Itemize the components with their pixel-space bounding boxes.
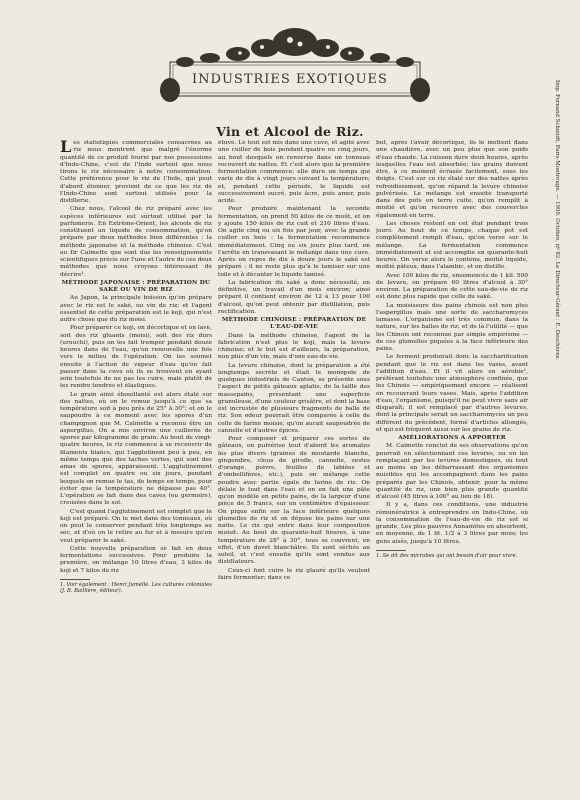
paragraph: Les choses restent en cet état pendant trois jours. Au bout de ce temps, chaque pot est complètement rempli d'eau, qu'on verse sur le mélange. La fermentation commence immédiatement et est accomplie en quarante-huit heures. On verse alors le contenu, moitié liquide, moitié pâteux, dans l'alambic, et on distille. <box>376 220 528 271</box>
floral-ornament-icon <box>150 12 440 112</box>
drop-cap: L <box>60 140 72 156</box>
paragraph: Pour préparer ce koji, on décortique et on lave, soit des riz gluants (moisi), soit des riz durs (uruuchi), puis on les fait tremper pendant douze heures dans de l'eau, qu'on renouvelle une fois vers le milieu de l'opération. On les soumet ensuite à l'action de vapeur d'eau qu'on fait passer dans la cuve où ils se trouvent en ayant soin toutefois de ne pas les cuire, mais plutôt de les rendre tendres et élastiques. <box>60 325 212 390</box>
footnote: 1. Voir également : Henri Jumelle. Les cultures coloniales (J. B. Baillière, éditeur). <box>60 581 212 594</box>
paragraph: C'est quand l'agglutinement est complet que le koji est préparé. On le met dans des tonneaux, où on peut le conserver pendant très longtemps au sec, et d'où on le retire au fur et à mesure qu'on veut préparer le saké. <box>60 508 212 544</box>
paragraph: Avec 100 kilos de riz, ensemencés de 1 kil. 500 de levure, on prépare 60 litres d'alcool à 30° environ. La préparation de cette eau-de-vie de riz est donc plus rapide que celle du saké. <box>376 272 528 301</box>
paragraph: Il y a, dans ces conditions, une industrie rémunératrice à entreprendre en Indo-Chine, où la consommation de l'eau-de-vie de riz est si grande. Les plus pauvres Annamites en absorbent, en moyenne, de 1 lit. 1/2 à 3 litres par mois; les gens aisés, jusqu'à 10 litres. <box>376 502 528 545</box>
ornamental-banner <box>150 12 440 112</box>
paragraph: Le grain ainsi ébouillanté est alors étalé sur des nattes, où on le remue jusqu'à ce que sa température soit à peu près de 25° à 30°; et on le saupoudre à ce moment avec les spores d'un champignon que M. Calmette a reconnu être un aspergillus. On a mis environ une cuillerée de spores par kilogramme de grain. Au bout de vingt-quatre heures, le riz commence à se recouvrir de filaments blancs, qui l'agglutinent peu à peu, en même temps que des taches vertes, qui sont des amas de spores, apparaissent. L'agglutinement est complet en quatre ou six jours, pendant lesquels on remue le tas, de temps en temps, pour éviter que la température ne dépasse pas 40°. L'opération se fait dans des caves (ou germoirs), creusées dans le sol. <box>60 391 212 507</box>
text-column-3 <box>376 140 528 790</box>
paragraph: La fabrication du saké a donc nécessité, en définitive, un travail d'un mois environ; ainsi préparé il contient environ de 12 à 13 pour 100 d'alcool, qu'on peut obtenir par distillation, puis rectification. <box>218 279 370 315</box>
footnote-divider <box>60 579 90 580</box>
footnote: 1. Se dit des microbes qui ont besoin d'air pour vivre. <box>376 552 518 559</box>
subheading: MÉTHODE CHINOISE : PRÉPARATION DE L'EAU-DE-VIE <box>221 317 367 331</box>
article-title: Vin et Alcool de Riz. <box>216 124 364 139</box>
paragraph: Pour composer et préparer ces sortes de gâteaux, on pulvérise tout d'abord les aromates les plus divers (graines de moutarde blanche, gingembre, clous de girofle, cannelle, zestes d'orange, poivre, feuilles de labiées et d'ombellifères, etc.), puis on mélange cette poudre avec partie égale de farine de riz. On délaie le tout dans l'eau et on en fait une pâte qu'on modèle en petits pains, de la largeur d'une pièce de 5 francs, sur un centimètre d'épaisseur. On pique enfin sur la face inférieure quelques glumelles de riz et on dépose les pains sur une natte. Le riz qui entre dans leur composition moisit. Au bout de quarante-huit heures, à une température de 28° à 30°, tous se couvrent, en effet, d'un duvet blanchâtre. Ils sont séchés au soleil, et c'est ensuite qu'ils sont vendus aux distillateurs. <box>218 436 370 566</box>
printer-imprint: Imp. Fernand Schmidt, Paris-Montrouge. — 1909. Octobre, nº 82. Le Directeur-Gérant : E. Deschères. <box>554 80 560 360</box>
paragraph: Chez nous, l'alcool de riz préparé avec les espèces inférieures est surtout utilisé par la parfumerie. En Extrême-Orient, les alcools de riz constituent un liquide de consommation, qu'on prépare par deux méthodes bien différentes : la méthode japonaise et la méthode chinoise. C'est au Dr Calmette que sont dus les renseignements scientifiques précis sur l'une et l'autre de ces deux méthodes que nous croyons intéressant de décrire¹. <box>60 206 212 278</box>
paragraph: étuvé. Le tout est mis dans une cuve, et agité avec une cuiller de bois pendant quatre ou cinq jours, au bout desquels on renverse dans un tonneau recouvert de nattes. Et c'est alors que la première fermentation commence; elle dure un temps qui varie de dix à vingt jours suivant la température; et, pendant cette période, le liquide est successivement sucré, puis âcre, puis amer, puis acide. <box>218 140 370 204</box>
paragraph: Les statistiques commerciales consacrées au riz nous montrent que malgré l'énorme quantité de ce produit fourni par nos possessions d'Indo-Chine, c'est de l'Inde surtout que nous tirons le riz nécessaire à notre consommation. Cette préférence pour le riz de l'Inde, qui peut d'abord étonner, provient de ce que les riz de l'Indo-Chine sont surtout utilisés pour la distillerie. <box>60 140 212 204</box>
footnote-divider <box>376 550 406 551</box>
paragraph: La levure chinoise, dont la préparation a été longtemps secrète et était le monopole de quelques industriels de Canton, se présente sous l'aspect de petits gâteaux aplatis, de la taille des massepains, présentant une superficie granuleuse, d'une couleur grisâtre, et dont la base est incrustée de plusieurs fragments de balle de riz. Son odeur pourrait être comparée à celle de celle de farine moisie, qu'on aurait saupoudrée de cannelle et d'autres épices. <box>218 362 370 434</box>
paragraph: Au Japon, la principale boisson qu'on prépare avec le riz est le saké, ou vin de riz; et l'agent essentiel de cette préparation est le koji, qui n'est autre chose que du riz moisi. <box>60 295 212 323</box>
section-title: INDUSTRIES EXOTIQUES <box>192 72 388 87</box>
paragraph: Dans la méthode chinoise, l'agent de la fabrication n'est plus le koji, mais la levure chinoise; et le but est d'ailleurs, la préparation, non plus d'un vin, mais d'une eau-de-vie. <box>218 332 370 361</box>
paragraph: La moisissure des pains chinois est non plus l'aspergillus mais une sorte de saccharomyces lamasse. L'organisme est très commun, dans la nature, sur les balles de riz; et de là l'utilité — que les Chinois ont reconnue par simple empirisme — de ces glumelles piquées à la face inférieure des pains. <box>376 302 528 352</box>
text-column-1 <box>60 140 212 790</box>
paragraph: but, après l'avoir décortiqué, ils le mettent dans une chaudière, avec un peu plus que son poids d'eau chaude. La cuisson dure deux heures, après lesquelles l'eau est absorbée; les grains doivent être, à ce moment écrasés facilement, sous les doigts. C'est sur ce riz étalé sur des nattes après refroidissement, qu'on répand la levure chinoise pulvérisée. Le mélange est ensuite transporté dans des pots en terre cuite, qu'on remplit à moitié et qu'on recouvre avec des couvercles également en terre. <box>376 140 528 219</box>
paragraph: Cette nouvelle préparation se fait en deux fermentations successives. Pour produire la première, on mélange 10 litres d'eau, 3 kilos de koji et 7 kilos de riz <box>60 545 212 574</box>
paragraph: Le ferment produirait donc la saccharification pendant que le riz est dans les vases, avant l'addition d'eau. Et il vit alors en aérobie¹, préférant toutefois une atmosphère confinée, que les Chinois — empiriquement encore — réalisent en recouvrant leurs vases. Mais, après l'addition d'eau, l'organisme, puisqu'il ne peut vivre sans air disparaît; il est remplacé par d'autres levures, dont la principale serait un saccharomyces un peu différent du précédent, formé d'articles allongés, et qui est fréquent aussi sur les grains de riz. <box>376 354 528 433</box>
paragraph: Ceux-ci font cuire le riz glauré qu'ils veulent faire fermenter; dans ce <box>218 567 370 581</box>
paragraph: Pour produire maintenant la seconde fermentation, on prend 50 kilos de ce moût, et on y ajoute 150 kilos de riz cuit et 210 litres d'eau. On agite cinq ou six fois par jour, avec la grande cuiller en bois : la fermentation recommence immédiatement. Cinq ou six jours plus tard, on l'arrête en transvasant le mélange dans une cuve. Après un repos de dix à douze jours le saké est préparé : il ne reste plus qu'à le tamiser sur une toile et à décanter le liquide tamisé. <box>218 206 370 278</box>
subheading: MÉTHODE JAPONAISE : PRÉPARATION DU SAKÉ OU VIN DE RIZ <box>61 279 211 293</box>
paragraph: M. Calmette conclut de ses observations qu'on pourrait en sélectionnant ces levures, ou en les remplaçant par les levures domestiques, ou tout au moins en les débarrassant des organismes nuisibles qui les accompagnent dans les pains préparés par les Chinois, obtenir, pour la même quantité de riz, une bien plus grande quantité d'alcool (45 litres à 100° au lieu de 18). <box>376 443 528 500</box>
text-column-2 <box>218 140 370 790</box>
subheading: AMÉLIORATIONS A APPORTER <box>398 435 506 441</box>
